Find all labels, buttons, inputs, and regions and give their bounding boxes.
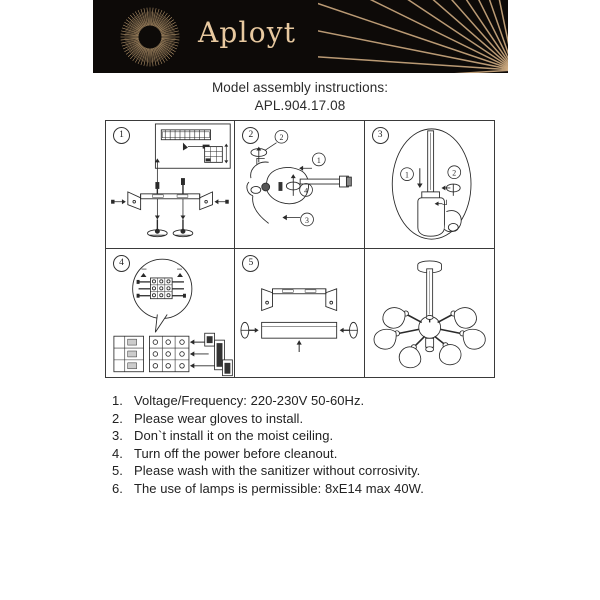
corner-rays-decoration <box>318 0 508 73</box>
note-number: 4. <box>112 445 123 461</box>
model-number: APL.904.17.08 <box>254 98 346 113</box>
note-item <box>112 445 532 463</box>
note-number: 3. <box>112 428 123 443</box>
note-item <box>112 392 532 410</box>
assembly-diagram-grid <box>105 120 495 378</box>
canopy-plate <box>262 322 337 338</box>
step-number-5: 5 <box>242 255 259 272</box>
step-number-1: 1 <box>113 127 130 144</box>
brand-banner <box>93 0 508 73</box>
wall-anchor-right <box>173 199 193 237</box>
diagram-cell-step-4 <box>106 249 235 377</box>
svg-text:1: 1 <box>317 155 322 165</box>
connector-block-left <box>114 336 144 372</box>
note-text: Voltage/Frequency: 220-230V 50-60Hz. <box>134 393 365 408</box>
ceiling-bracket <box>262 289 337 311</box>
svg-text:3: 3 <box>305 215 310 225</box>
fixing-screw-right <box>340 322 358 338</box>
fixing-screw-left <box>241 322 259 338</box>
note-text: Turn off the power before cleanout. <box>134 445 338 461</box>
screw-up-right <box>181 178 185 194</box>
marker-2 <box>251 130 288 164</box>
note-text: The use of lamps is permissible: 8xE14 max 40W. <box>134 480 424 496</box>
finished-chandelier <box>374 261 485 368</box>
marker-1 <box>299 153 325 171</box>
marker-3 <box>283 213 314 226</box>
svg-text:4: 4 <box>304 186 309 196</box>
step-number-2: 2 <box>242 127 259 144</box>
supply-wires <box>190 333 232 375</box>
sunburst-logo-icon <box>119 6 181 68</box>
wall-anchor-left <box>148 199 168 237</box>
side-arrow-right <box>214 199 228 204</box>
note-item <box>112 427 532 445</box>
note-text: Please wear gloves to install. <box>134 410 304 426</box>
diagram-cell-finished-product <box>365 249 494 377</box>
note-number: 2. <box>112 410 123 426</box>
note-item <box>112 462 532 480</box>
instructions-title: Model assembly instructions: <box>211 80 389 95</box>
diagram-cell-step-5 <box>235 249 364 377</box>
connector-block-right <box>149 336 188 372</box>
ceiling-bracket <box>128 192 213 210</box>
step-number-3: 3 <box>372 127 389 144</box>
note-item <box>112 480 532 498</box>
terminal-block-detail <box>133 259 192 332</box>
diagram-cell-step-2 <box>235 121 364 249</box>
safety-notes-list <box>112 392 532 497</box>
side-arrow-left <box>111 199 126 204</box>
svg-text:2: 2 <box>279 133 284 143</box>
note-number: 5. <box>112 463 123 478</box>
svg-text:2: 2 <box>451 168 456 178</box>
diagram-cell-step-1 <box>106 121 235 249</box>
step-number-4: 4 <box>113 255 130 272</box>
brand-wordmark: Aployt <box>198 16 297 49</box>
note-number: 6. <box>112 480 123 496</box>
note-text: Please wash with the sanitizer without corrosivity. <box>134 463 421 478</box>
page-title <box>0 79 600 115</box>
note-item <box>112 410 532 428</box>
diagram-cell-step-3 <box>365 121 494 249</box>
note-number: 1. <box>112 393 123 408</box>
svg-text:1: 1 <box>404 170 409 180</box>
note-text: Don`t install it on the moist ceiling. <box>134 428 334 443</box>
